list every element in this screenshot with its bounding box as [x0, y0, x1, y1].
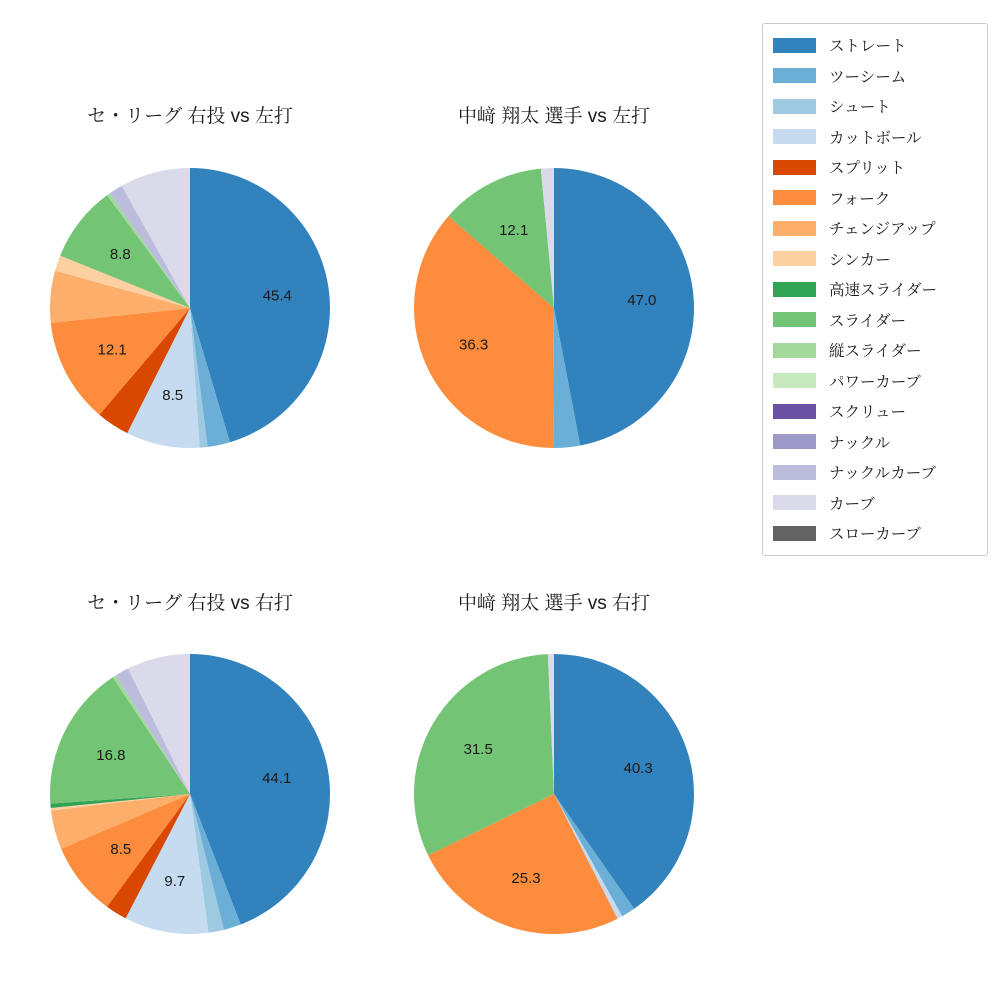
- chart-title-bottom-left: セ・リーグ 右投 vs 右打: [87, 593, 293, 614]
- legend-label: 縦スライダー: [829, 343, 922, 361]
- legend-item: [773, 152, 977, 183]
- legend-label: スクリュー: [829, 404, 907, 422]
- legend-swatch: [773, 404, 816, 419]
- legend-swatch: [773, 251, 816, 266]
- pie-chart-0: [40, 158, 340, 458]
- legend-label: シンカー: [829, 251, 891, 269]
- legend-label: スライダー: [829, 312, 907, 330]
- legend-swatch: [773, 160, 816, 175]
- legend-swatch: [773, 99, 816, 114]
- chart-title-bottom-right: 中﨑 翔太 選手 vs 右打: [457, 593, 651, 614]
- legend-label: 高速スライダー: [829, 282, 938, 300]
- legend-swatch: [773, 526, 816, 541]
- pie-value-label: 12.1: [499, 221, 529, 239]
- pie-value-label: 12.1: [97, 341, 127, 359]
- pie-value-label: 45.4: [262, 287, 292, 305]
- pie-value-label: 8.5: [110, 840, 132, 858]
- legend-label: ツーシーム: [829, 68, 907, 86]
- pie-value-label: 8.5: [162, 386, 184, 404]
- pie-chart-3: [404, 644, 704, 944]
- pie-value-label: 40.3: [623, 759, 653, 777]
- chart-title-top-right: 中﨑 翔太 選手 vs 左打: [457, 106, 651, 127]
- legend-item: [773, 274, 977, 305]
- legend-item: [773, 488, 977, 519]
- pie-chart-1: [404, 158, 704, 458]
- legend-swatch: [773, 129, 816, 144]
- legend-item: [773, 305, 977, 336]
- pie-value-label: 9.7: [164, 873, 186, 891]
- chart-title-top-left: セ・リーグ 右投 vs 左打: [87, 106, 293, 127]
- legend-swatch: [773, 68, 816, 83]
- legend-label: ナックルカーブ: [829, 465, 936, 483]
- pie-value-label: 16.8: [96, 747, 126, 765]
- legend-label: ナックル: [829, 434, 891, 452]
- pie-value-label: 25.3: [511, 869, 541, 887]
- legend-label: パワーカーブ: [829, 373, 921, 391]
- legend-item: [773, 518, 977, 549]
- legend-swatch: [773, 373, 816, 388]
- pie-value-label: 47.0: [627, 291, 657, 309]
- legend-swatch: [773, 343, 816, 358]
- legend-label: フォーク: [829, 190, 891, 208]
- legend-item: [773, 122, 977, 153]
- legend-swatch: [773, 312, 816, 327]
- legend-label: カットボール: [829, 129, 922, 147]
- legend-item: [773, 61, 977, 92]
- legend-item: [773, 335, 977, 366]
- legend-swatch: [773, 495, 816, 510]
- legend-item: [773, 183, 977, 214]
- pie-value-label: 44.1: [262, 769, 292, 787]
- legend-swatch: [773, 434, 816, 449]
- legend-item: [773, 244, 977, 275]
- legend-swatch: [773, 38, 816, 53]
- legend: [762, 23, 988, 556]
- legend-label: シュート: [829, 99, 891, 117]
- pie-chart-2: [40, 644, 340, 944]
- pie-value-label: 8.8: [109, 246, 131, 264]
- pie-slice-ストレート: [554, 168, 694, 446]
- legend-item: [773, 91, 977, 122]
- pie-value-label: 31.5: [463, 741, 493, 759]
- legend-item: [773, 457, 977, 488]
- legend-label: スローカーブ: [829, 526, 921, 544]
- legend-item: [773, 427, 977, 458]
- legend-item: [773, 30, 977, 61]
- legend-swatch: [773, 190, 816, 205]
- legend-item: [773, 213, 977, 244]
- legend-swatch: [773, 465, 816, 480]
- legend-swatch: [773, 221, 816, 236]
- legend-swatch: [773, 282, 816, 297]
- legend-item: [773, 396, 977, 427]
- legend-label: カーブ: [829, 495, 875, 513]
- legend-item: [773, 366, 977, 397]
- pie-value-label: 36.3: [458, 336, 489, 354]
- legend-label: スプリット: [829, 160, 906, 178]
- legend-label: チェンジアップ: [829, 221, 936, 239]
- legend-label: ストレート: [829, 38, 907, 56]
